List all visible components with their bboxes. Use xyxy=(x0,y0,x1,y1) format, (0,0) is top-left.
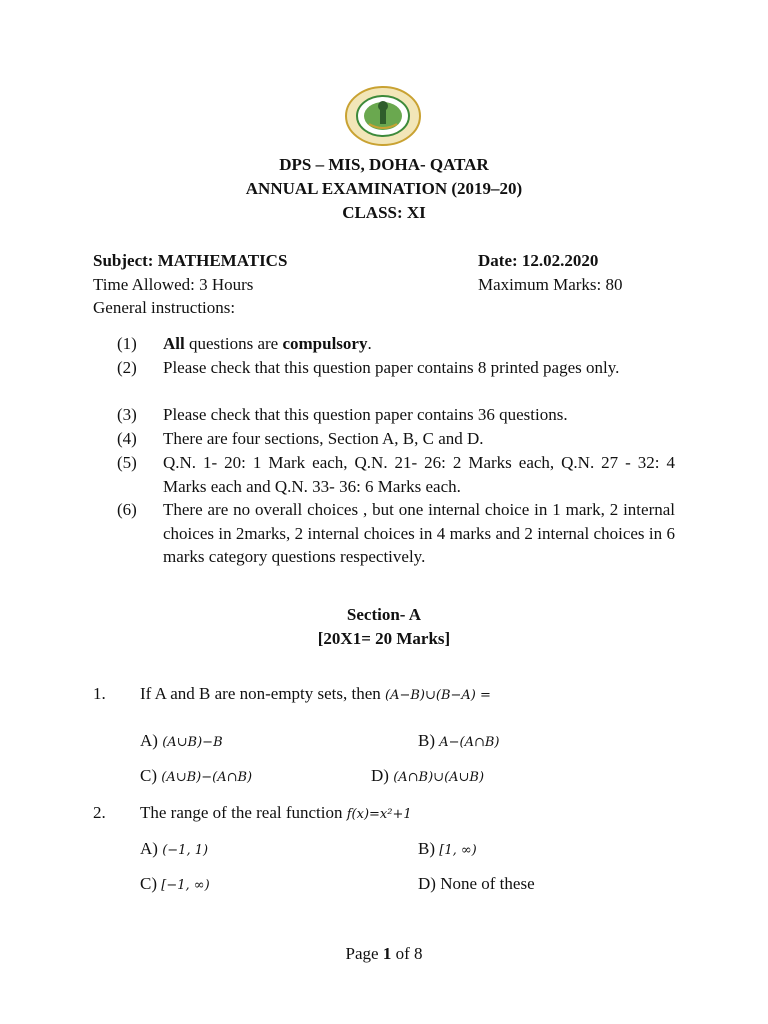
option-expression: (−1, 1) xyxy=(162,843,209,858)
option-expression: (A∩B)∪(A∪B) xyxy=(393,770,485,785)
instruction-bold: All xyxy=(163,334,185,353)
option xyxy=(371,766,484,786)
option-expression: [1, ∞) xyxy=(439,843,477,858)
instruction-text: There are four sections, Section A, B, C and D. xyxy=(163,429,484,448)
date-label: Date: xyxy=(478,251,522,270)
instruction-number: (1) xyxy=(117,334,137,353)
instruction-bold: compulsory xyxy=(282,334,368,353)
question-text xyxy=(140,803,412,823)
page-number: 1 xyxy=(382,944,392,963)
question-number: 2. xyxy=(93,803,106,822)
option-label: B) xyxy=(418,839,440,858)
time-allowed: Time Allowed: 3 Hours xyxy=(93,275,254,294)
question-expression: f(x)=x²+1 xyxy=(346,807,412,822)
instruction-text xyxy=(163,332,675,356)
instruction-text: There are no overall choices , but one internal choice in 1 mark, 2 internal choices in 2marks, 2 internal choices in 4 marks and 2 internal choices in 6 marks category questions respectively. xyxy=(163,500,675,566)
max-marks: Maximum Marks: 80 xyxy=(478,275,623,294)
instruction-text: Please check that this question paper contains 36 questions. xyxy=(163,405,568,424)
option-label: D) xyxy=(418,874,441,893)
option-expression: (A∪B)−B xyxy=(162,735,223,750)
instruction-number: (2) xyxy=(117,358,137,377)
instruction-text-part: . xyxy=(367,334,372,353)
question-number: 1. xyxy=(93,684,106,703)
option xyxy=(418,874,535,894)
instruction-text-part: questions are xyxy=(184,334,283,353)
date-value: 12.02.2020 xyxy=(521,251,599,270)
option-expression: (A∪B)−(A∩B) xyxy=(161,770,253,785)
page-footer xyxy=(0,944,768,964)
section-marks: [20X1= 20 Marks] xyxy=(317,629,451,648)
option xyxy=(140,731,223,751)
question-expression: (A−B)∪(B−A) = xyxy=(385,688,491,703)
school-logo xyxy=(344,86,422,146)
option-label: B) xyxy=(418,731,440,750)
option xyxy=(140,766,252,786)
section-title: Section- A xyxy=(346,605,422,624)
exam-title: ANNUAL EXAMINATION (2019–20) xyxy=(245,179,523,198)
option-expression: A−(A∩B) xyxy=(439,735,500,750)
instruction-text: Please check that this question paper contains 8 printed pages only. xyxy=(163,358,620,377)
question-text xyxy=(140,684,491,704)
instruction-number: (6) xyxy=(117,500,137,519)
option-label: A) xyxy=(140,731,163,750)
subject-value: MATHEMATICS xyxy=(157,251,288,270)
page-total: of 8 xyxy=(391,944,423,963)
option xyxy=(418,731,500,751)
general-instructions-heading: General instructions: xyxy=(93,298,236,317)
option-label: A) xyxy=(140,839,163,858)
question-stem: The range of the real function xyxy=(140,803,347,822)
instruction-text: Q.N. 1- 20: 1 Mark each, Q.N. 21- 26: 2 Marks each, Q.N. 27 - 32: 4 Marks each and Q.N. 33- 36: 6 Marks each. xyxy=(163,453,675,496)
page-label: Page xyxy=(345,944,383,963)
class-line: CLASS: XI xyxy=(342,203,426,222)
subject-line xyxy=(93,251,287,271)
option-label: C) xyxy=(140,766,162,785)
option-expression: [−1, ∞) xyxy=(161,878,210,893)
question-stem: If A and B are non-empty sets, then xyxy=(140,684,386,703)
option xyxy=(418,839,477,859)
option xyxy=(140,839,208,859)
instruction-number: (3) xyxy=(117,405,137,424)
option-label: D) xyxy=(371,766,394,785)
school-name: DPS – MIS, DOHA- QATAR xyxy=(279,155,489,174)
date-line xyxy=(478,251,598,271)
option-label: C) xyxy=(140,874,162,893)
subject-label: Subject: xyxy=(93,251,158,270)
instruction-number: (5) xyxy=(117,453,137,472)
option xyxy=(140,874,210,894)
instruction-number: (4) xyxy=(117,429,137,448)
option-text: None of these xyxy=(440,874,535,893)
